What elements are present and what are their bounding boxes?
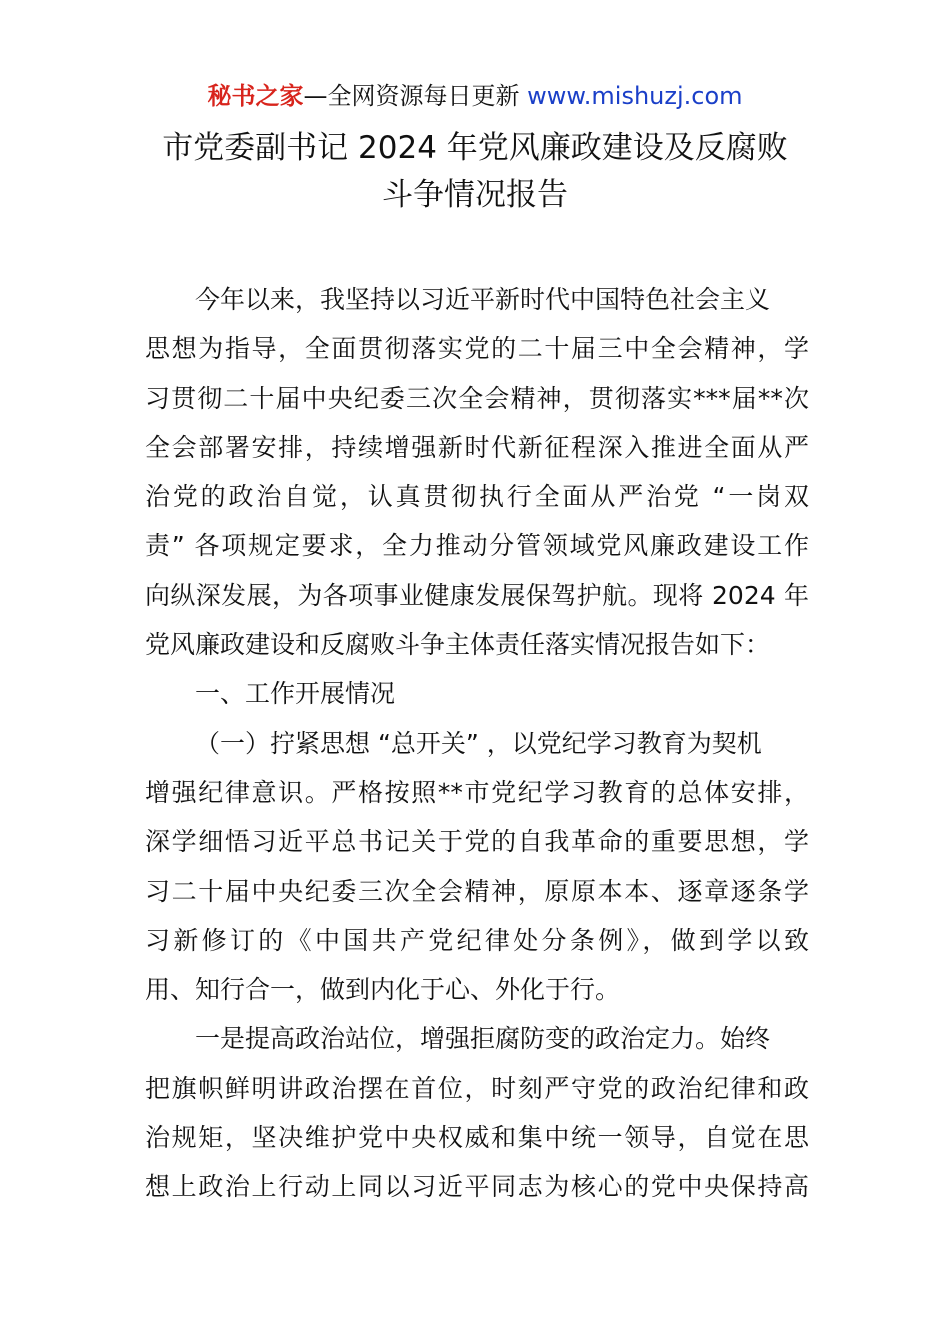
body-line: 党风廉政建设和反腐败斗争主体责任落实情况报告如下： <box>145 630 771 660</box>
body-line: 习二十届中央纪委三次全会精神，原原本本、逐章逐条学 <box>145 876 809 906</box>
site-url[interactable]: www.mishuzj.com <box>527 82 743 110</box>
body-line: 向纵深发展，为各项事业健康发展保驾护航。现将 2024 年 <box>145 580 809 610</box>
section-heading: 一、工作开展情况 <box>195 679 396 709</box>
body-line: 想上政治上行动上同以习近平同志为核心的党中央保持高 <box>145 1172 809 1202</box>
body-line: （一）拧紧思想 “总开关” ，以党纪学习教育为契机 <box>195 728 762 758</box>
body-line: 一是提高政治站位，增强拒腐防变的政治定力。始终 <box>195 1024 771 1054</box>
body-line: 责” 各项规定要求，全力推动分管领域党风廉政建设工作 <box>145 531 809 561</box>
body-line: 深学细悟习近平总书记关于党的自我革命的重要思想，学 <box>145 827 809 857</box>
site-brand: 秘书之家 <box>207 82 304 110</box>
body-line: 增强纪律意识。严格按照**市党纪学习教育的总体安排， <box>145 777 809 807</box>
body-line: 治党的政治自觉，认真贯彻执行全面从严治党 “一岗双 <box>145 482 809 512</box>
body-line: 习贯彻二十届中央纪委三次全会精神，贯彻落实***届**次 <box>145 383 809 413</box>
title-line-2: 斗争情况报告 <box>382 177 568 213</box>
site-header <box>0 78 950 114</box>
body-line: 今年以来，我坚持以习近平新时代中国特色社会主义 <box>195 285 771 314</box>
body-line: 用、知行合一，做到内化于心、外化于行。 <box>145 975 621 1005</box>
body-line: 把旗帜鲜明讲政治摆在首位，时刻严守党的政治纪律和政 <box>145 1073 809 1103</box>
body-line: 思想为指导，全面贯彻落实党的二十届三中全会精神，学 <box>145 334 809 364</box>
document-body <box>145 275 809 1212</box>
body-line: 习新修订的《中国共产党纪律处分条例》，做到学以致 <box>145 925 809 955</box>
body-line: 治规矩，坚决维护党中央权威和集中统一领导，自觉在思 <box>145 1123 809 1153</box>
document-title <box>0 125 950 219</box>
site-tagline: —全网资源每日更新 <box>303 82 528 110</box>
title-line-1: 市党委副书记 2024 年党风廉政建设及反腐败 <box>162 130 788 166</box>
body-line: 全会部署安排，持续增强新时代新征程深入推进全面从严 <box>145 432 809 462</box>
